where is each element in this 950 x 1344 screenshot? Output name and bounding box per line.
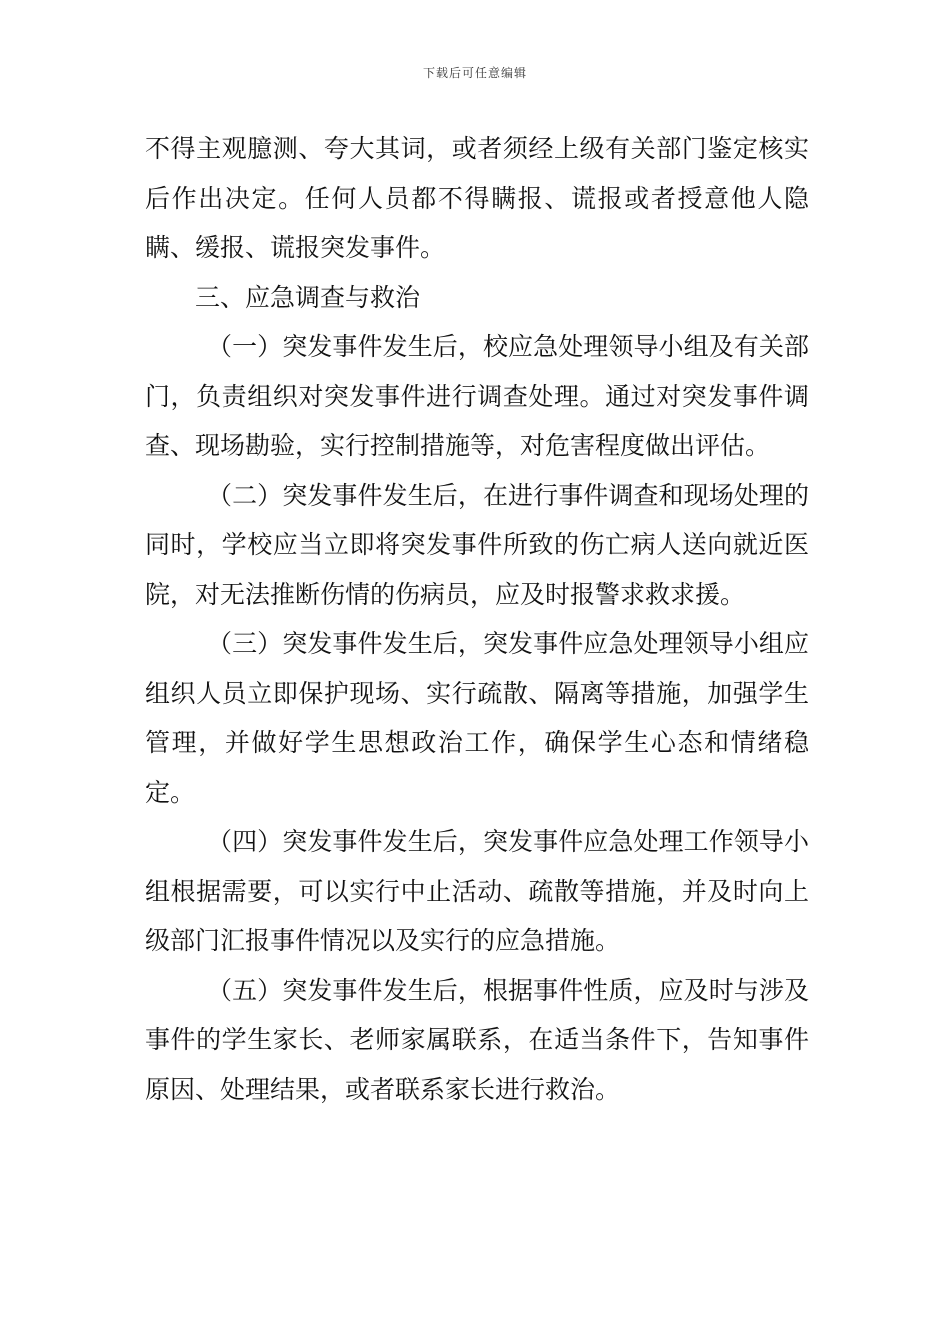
paragraph-item-4: （四）突发事件发生后，突发事件应急处理工作领导小组根据需要，可以实行中止活动、疏散等措施，并及时向上级部门汇报事件情况以及实行的应急措施。	[145, 827, 809, 955]
paragraph-continuation: 不得主观臆测、夸大其词，或者须经上级有关部门鉴定核实后作出决定。任何人员都不得瞒报、谎报或者授意他人隐瞒、缓报、谎报突发事件。	[145, 134, 809, 262]
paragraph-item-1: （一）突发事件发生后，校应急处理领导小组及有关部门，负责组织对突发事件进行调查处理。通过对突发事件调查、现场勘验，实行控制措施等，对危害程度做出评估。	[145, 332, 809, 460]
page-header-note: 下载后可任意编辑	[422, 66, 527, 80]
document-body	[145, 124, 809, 1114]
paragraph-item-5: （五）突发事件发生后，根据事件性质，应及时与涉及事件的学生家长、老师家属联系，在适当条件下，告知事件原因、处理结果，或者联系家长进行救治。	[145, 975, 809, 1104]
paragraph-item-3: （三）突发事件发生后，突发事件应急处理领导小组应组织人员立即保护现场、实行疏散、隔离等措施，加强学生管理，并做好学生思想政治工作，确保学生心态和情绪稳定。	[145, 629, 809, 807]
section-heading: 三、应急调查与救治	[195, 282, 421, 312]
paragraph-item-2: （二）突发事件发生后，在进行事件调查和现场处理的同时，学校应当立即将突发事件所致的伤亡病人送向就近医院，对无法推断伤情的伤病员，应及时报警求救求援。	[145, 480, 809, 609]
